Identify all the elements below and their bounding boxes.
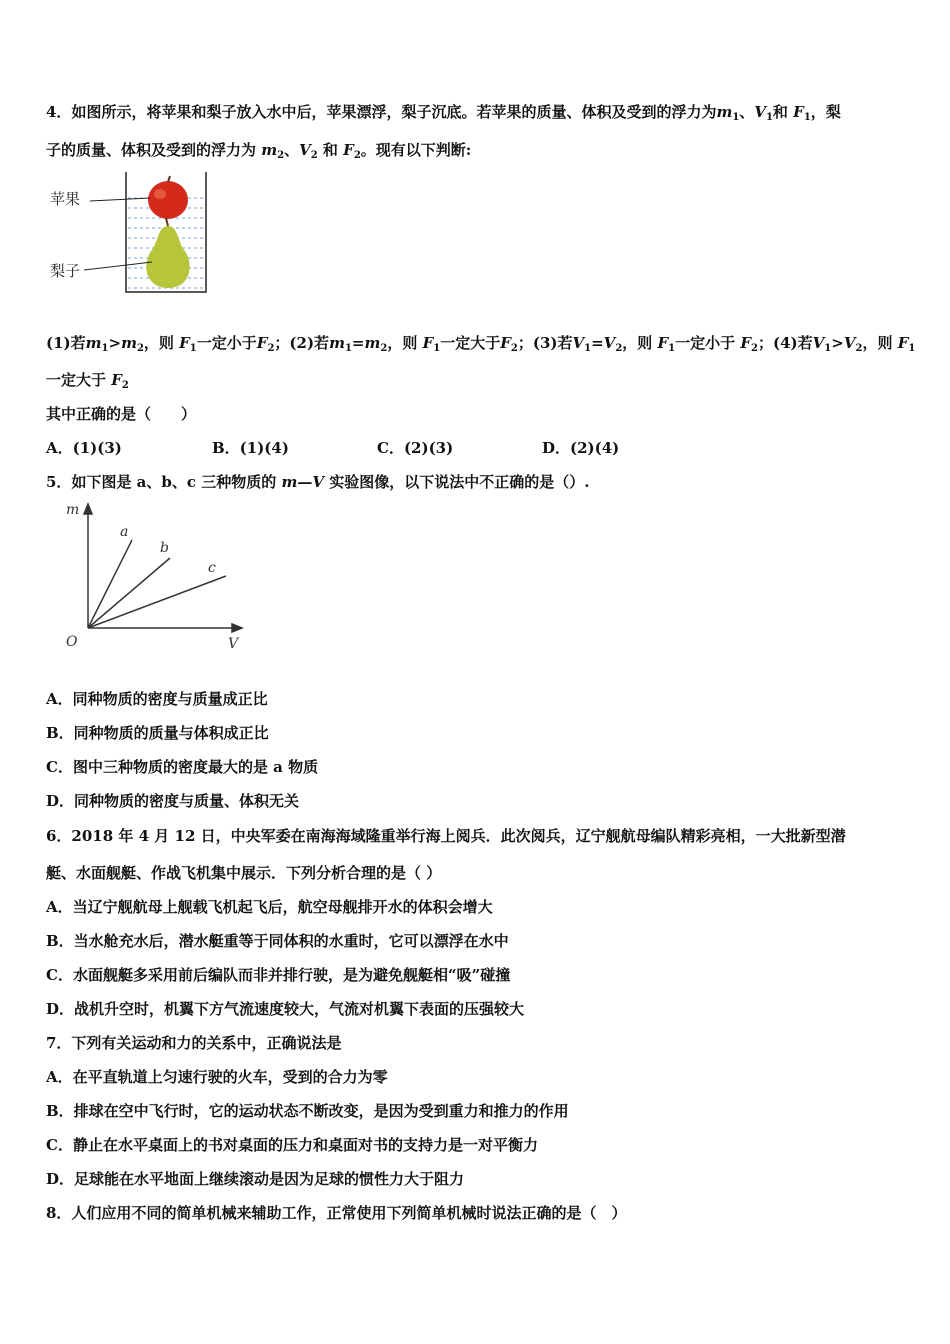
q4-number: 4． — [46, 103, 72, 121]
line-a-label: a — [120, 524, 129, 540]
q7-option-c[interactable]: C．静止在水平桌面上的书对桌面的压力和桌面对书的支持力是一对平衡力 — [46, 1136, 538, 1154]
q5-option-b[interactable]: B．同种物质的质量与体积成正比 — [46, 724, 269, 742]
q4-line1: 4．如图所示，将苹果和梨子放入水中后，苹果漂浮，梨子沉底。若苹果的质量、体积及受到的浮力为$m_1$、$V_1$和 $F_1$，梨 — [46, 103, 841, 123]
q4-option-c[interactable]: C．(2)(3) — [377, 439, 454, 457]
x-axis-arrow — [232, 624, 242, 632]
m-v-graph — [60, 500, 260, 660]
q4-options — [46, 438, 646, 458]
line-c-label: c — [208, 560, 216, 576]
q4-judgments-line2: 一定大于 $F_2$ — [46, 371, 129, 391]
origin-label: O — [66, 634, 78, 650]
q6-option-d[interactable]: D．战机升空时，机翼下方气流速度较大，气流对机翼下表面的压强较大 — [46, 1000, 525, 1018]
q5-stem: 5．如下图是 a、b、c 三种物质的 m—V 实验图像，以下说法中不正确的是（）. — [46, 473, 590, 491]
pear-shape — [146, 226, 189, 288]
q6-stem-line1: 6．2018 年 4 月 12 日，中央军委在南海海域隆重举行海上阅兵．此次阅兵，辽宁舰航母编队精彩亮相，一大批新型潜 — [46, 827, 846, 845]
q4-intro: 如图所示，将苹果和梨子放入水中后，苹果漂浮，梨子沉底。若苹果的质量、体积及受到的浮力为 — [71, 103, 717, 121]
q4-option-d[interactable]: D．(2)(4) — [542, 439, 620, 457]
line-b-label: b — [160, 540, 169, 556]
line-a — [88, 540, 132, 628]
q6-stem-line2: 艇、水面舰艇、作战飞机集中展示．下列分析合理的是（ ） — [46, 864, 442, 882]
q5-option-a[interactable]: A．同种物质的密度与质量成正比 — [46, 690, 268, 708]
q4-line2: 子的质量、体积及受到的浮力为 $m_2$、$V_2$ 和 $F_2$。现有以下判断: — [46, 141, 472, 161]
q7-option-b[interactable]: B．排球在空中飞行时，它的运动状态不断改变，是因为受到重力和推力的作用 — [46, 1102, 569, 1120]
q6-option-a[interactable]: A．当辽宁舰航母上舰载飞机起飞后，航空母舰排开水的体积会增大 — [46, 898, 493, 916]
q4-judgments-line1: (1)若$m_1>m_2$，则 $F_1$一定小于$F_2$；(2)若$m_1=m_2$，则 $F_1$一定大于$F_2$；(3)若$V_1=V_2$，则 $F_1$一定小于 $F_2$；(4)若$V_1>V_2$，则 $F_1$ — [46, 334, 916, 354]
apple-shape — [148, 181, 188, 219]
y-axis-arrow — [84, 504, 92, 514]
q5-option-c[interactable]: C．图中三种物质的密度最大的是 a 物质 — [46, 758, 319, 776]
q6-option-b[interactable]: B．当水舱充水后，潜水艇重等于同体积的水重时，它可以漂浮在水中 — [46, 932, 509, 950]
y-axis-label: m — [66, 502, 80, 518]
line-b — [88, 558, 170, 628]
pear-label: 梨子 — [50, 262, 81, 280]
apple-pear-figure — [46, 170, 216, 298]
q4-question: 其中正确的是（ ） — [46, 405, 197, 423]
x-axis-label: V — [228, 636, 239, 652]
q6-option-c[interactable]: C．水面舰艇多采用前后编队而非并排行驶，是为避免舰艇相“吸”碰撞 — [46, 966, 511, 984]
q7-stem: 7．下列有关运动和力的关系中，正确说法是 — [46, 1034, 342, 1052]
q7-option-a[interactable]: A．在平直轨道上匀速行驶的火车，受到的合力为零 — [46, 1068, 388, 1086]
q8-stem: 8．人们应用不同的简单机械来辅助工作，正常使用下列简单机械时说法正确的是（ ） — [46, 1204, 627, 1222]
q4-option-a[interactable]: A．(1)(3) — [46, 439, 122, 457]
q5-option-d[interactable]: D．同种物质的密度与质量、体积无关 — [46, 792, 300, 810]
apple-label: 苹果 — [50, 190, 81, 208]
q4-option-b[interactable]: B．(1)(4) — [212, 439, 289, 457]
q7-option-d[interactable]: D．足球能在水平地面上继续滚动是因为足球的惯性力大于阻力 — [46, 1170, 465, 1188]
line-c — [88, 576, 226, 628]
